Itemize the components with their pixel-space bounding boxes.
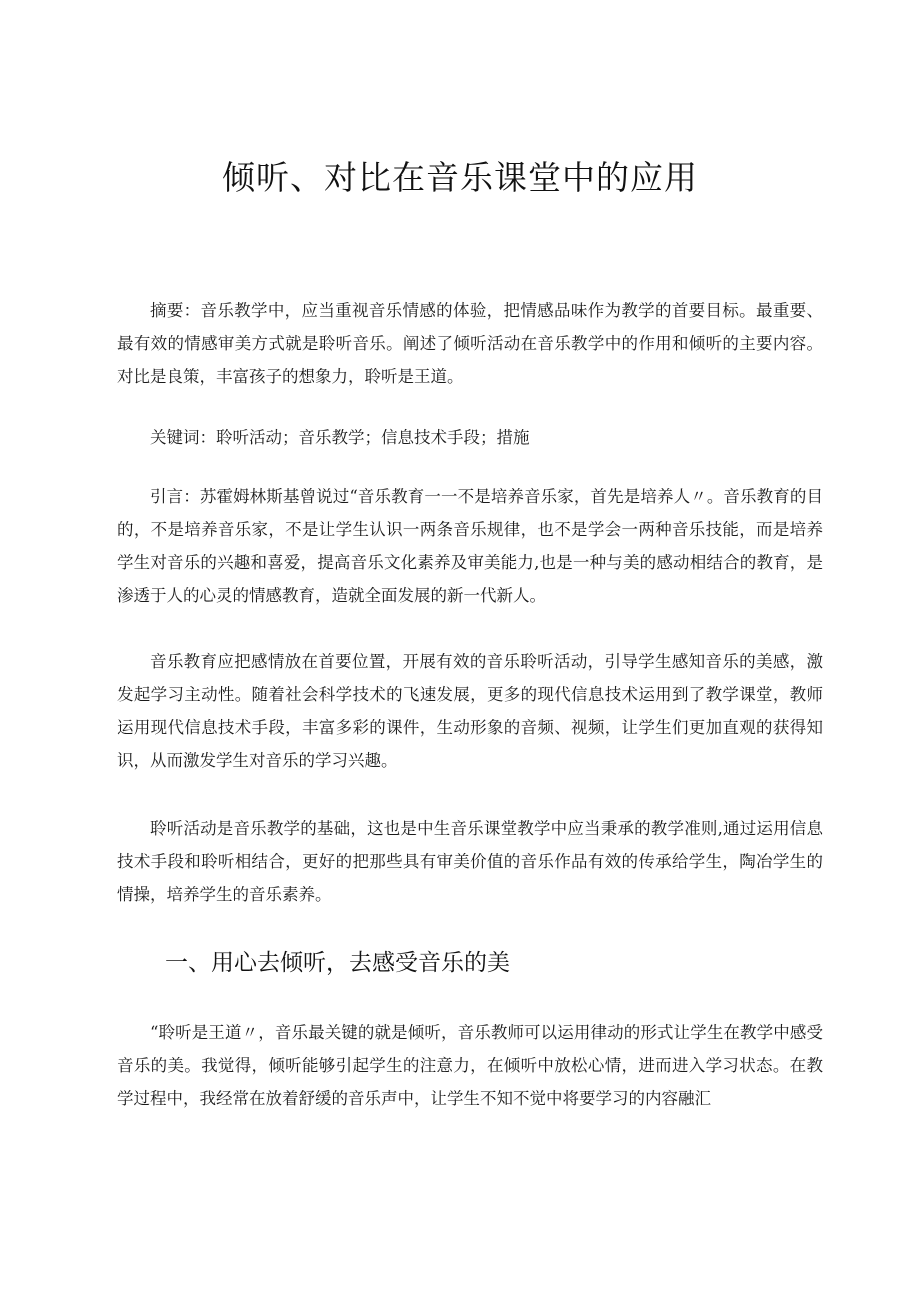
- intro-paragraph: 引言：苏霍姆林斯基曾说过“音乐教育一一不是培养音乐家，首先是培养人〃。音乐教育的目的，不是培养音乐家，不是让学生认识一两条音乐规律，也不是学会一两种音乐技能，而是培养学生对音乐的兴趣和喜爱，提高音乐文化素养及审美能力,也是一种与美的感动相结合的教育，是渗透于人的心灵的情感教育，造就全面发展的新一代新人。: [117, 487, 823, 605]
- body-paragraph-2: 聆听活动是音乐教学的基础，这也是中生音乐课堂教学中应当秉承的教学准则,通过运用信息技术手段和聆听相结合，更好的把那些具有审美价值的音乐作品有效的传承给学生，陶冶学生的情操，培养学生的音乐素养。: [117, 819, 823, 904]
- abstract-paragraph: 摘要：音乐教学中，应当重视音乐情感的体验，把情感品味作为教学的首要目标。最重要、最有效的情感审美方式就是聆听音乐。阐述了倾听活动在音乐教学中的作用和倾听的主要内容。对比是良策，丰富孩子的想象力，聆听是王道。: [117, 301, 823, 386]
- section-heading-1: 一、用心去倾听，去感受音乐的美: [165, 950, 510, 976]
- section-1-paragraph: “聆听是王道〃，音乐最关键的就是倾听，音乐教师可以运用律动的形式让学生在教学中感受音乐的美。我觉得，倾听能够引起学生的注意力，在倾听中放松心情，进而进入学习状态。在教学过程中，我经常在放着舒缓的音乐声中，让学生不知不觉中将要学习的内容融汇: [117, 1023, 823, 1108]
- body-paragraph-1: 音乐教育应把感情放在首要位置，开展有效的音乐聆听活动，引导学生感知音乐的美感，激发起学习主动性。随着社会科学技术的飞速发展，更多的现代信息技术运用到了教学课堂，教师运用现代信息技术手段，丰富多彩的课件，生动形象的音频、视频，让学生们更加直观的获得知识，从而激发学生对音乐的学习兴趣。: [117, 652, 823, 770]
- document-title: 倾听、对比在音乐课堂中的应用: [222, 158, 698, 197]
- keywords-paragraph: 关键词：聆听活动；音乐教学；信息技术手段；措施: [150, 428, 530, 447]
